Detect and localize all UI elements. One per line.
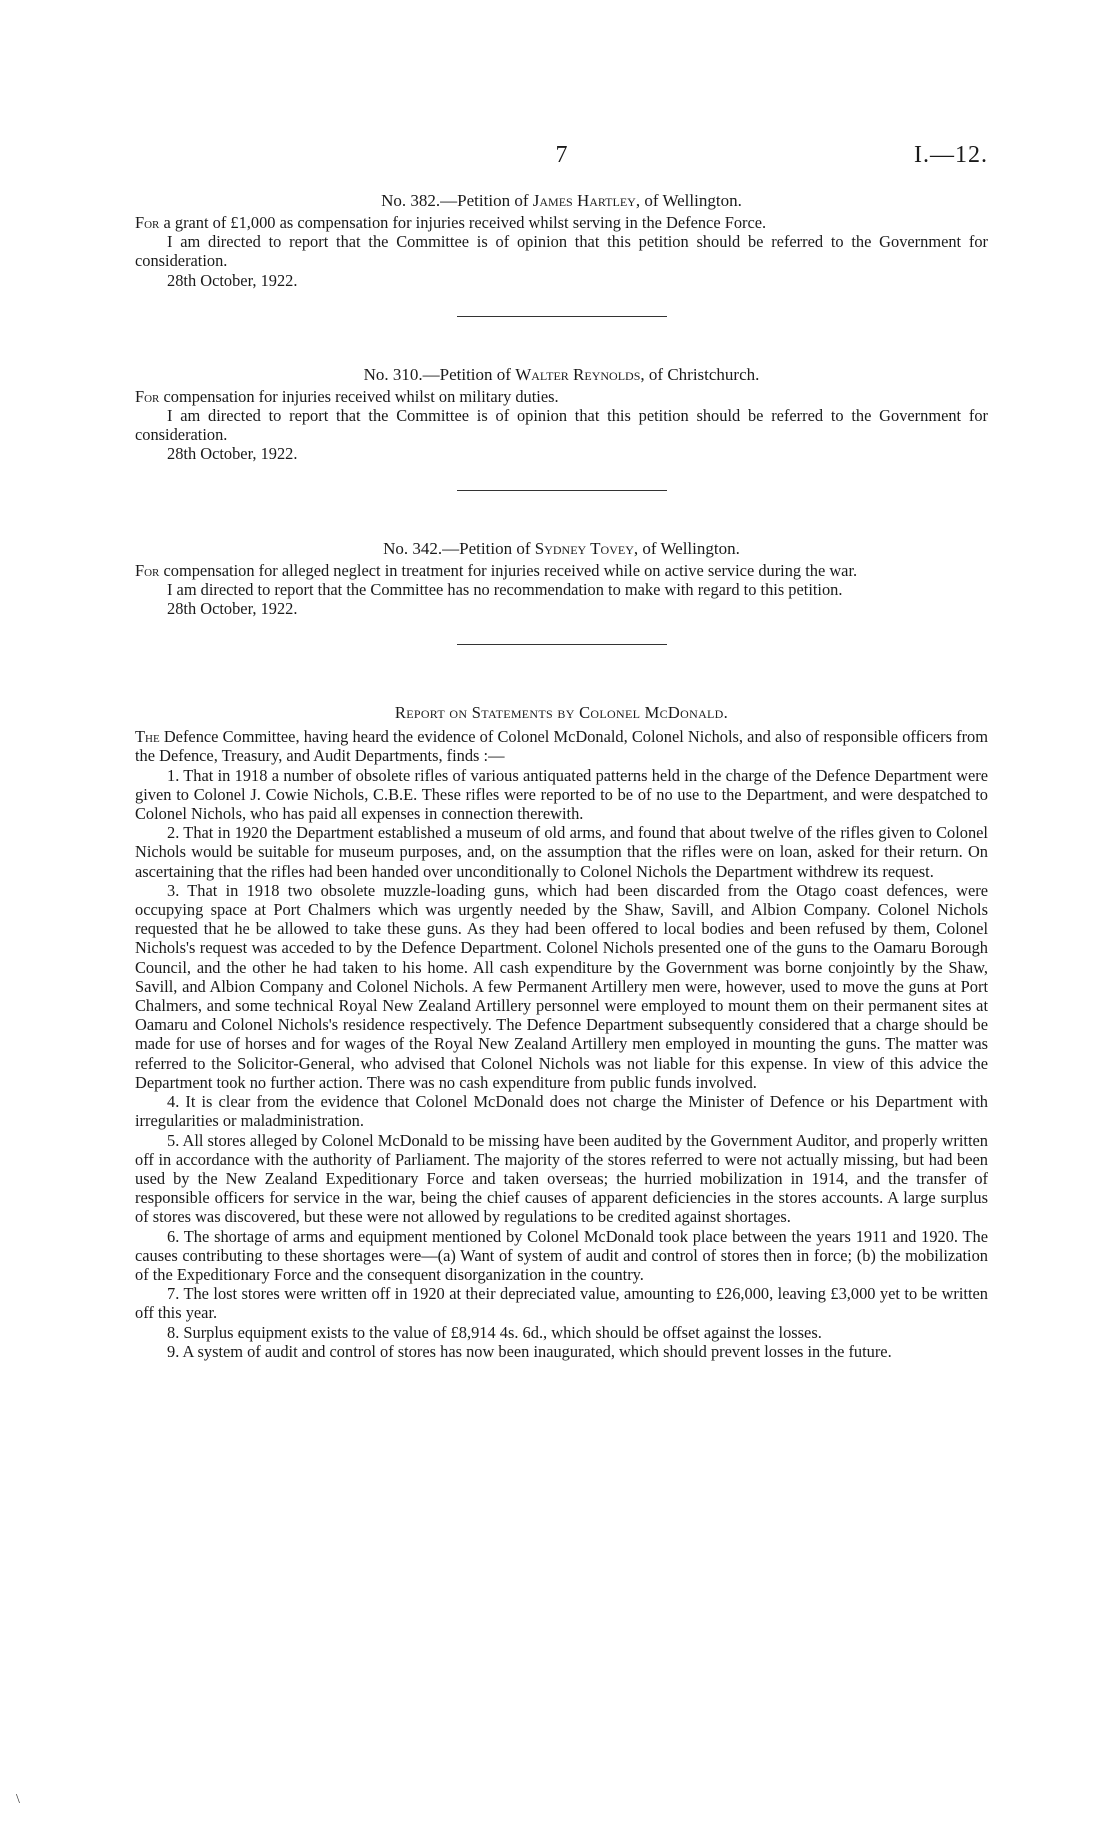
report-title: Report on Statements by Colonel McDonald. — [394, 703, 729, 723]
petition-title: No. 342.—Petition of Sydney Tovey, of Wellington. — [383, 538, 740, 558]
petition-title: No. 310.—Petition of Walter Reynolds, of Christchurch. — [363, 364, 760, 384]
petition-date: 28th October, 1922. — [167, 270, 298, 290]
petition-request: For compensation for alleged neglect in treatment for injuries received while on active service during the war. — [135, 560, 858, 580]
finding-1: 1. That in 1918 a number of obsolete rifles of various antiquated patterns held in the charge of the Defence Department were given to Colonel J. Cowie Nichols, C.B.E. These rifles were reported to be of no use to the Department, and were despatched to Colonel Nichols, who has paid all expenses in connection therewith. — [135, 765, 988, 824]
petition-request: For compensation for injuries received whilst on military duties. — [135, 386, 559, 406]
section-divider — [457, 644, 667, 645]
report-intro: The Defence Committee, having heard the evidence of Colonel McDonald, Colonel Nichols, and also of responsible officers from the Defence, Treasury, and Audit Departments, finds :— — [135, 727, 988, 766]
report-section — [135, 703, 988, 1361]
petition-date: 28th October, 1922. — [167, 599, 298, 619]
petitioner-name: Walter Reynolds — [515, 364, 641, 384]
scan-mark: \ — [16, 1792, 20, 1807]
petition-report: I am directed to report that the Committee has no recommendation to make with regard to this petition. — [167, 579, 843, 599]
petition-report: I am directed to report that the Committee is of opinion that this petition should be referred to the Government for consideration. — [135, 406, 988, 445]
petition-382 — [135, 191, 988, 317]
petition-title: No. 382.—Petition of James Hartley, of Wellington. — [381, 191, 742, 210]
finding-6: 6. The shortage of arms and equipment mentioned by Colonel McDonald took place between the years 1911 and 1920. The causes contributing to these shortages were—(a) Want of system of audit and control of stores then in force; (b) the mobilization of the Expeditionary Force and the consequent disorganization in the country. — [135, 1226, 988, 1284]
finding-5: 5. All stores alleged by Colonel McDonald to be missing have been audited by the Government Auditor, and properly written off in accordance with the authority of Parliament. The majority of the stores referred to were not actually missing, but had been used by the New Zealand Expeditionary Force and taken overseas; the hurried mobilization in 1914, and the transfer of responsible officers for service in the war, being the chief causes of apparent deficiencies in the stores accounts. A large surplus of stores was discovered, but these were not allowed by regulations to be credited against shortages. — [135, 1130, 988, 1227]
petitioner-name: James Hartley — [532, 191, 636, 210]
page-number: 7 — [555, 142, 568, 168]
petition-request: For a grant of £1,000 as compensation for injuries received whilst serving in the Defence Force. — [135, 213, 767, 232]
finding-4: 4. It is clear from the evidence that Colonel McDonald does not charge the Minister of Defence or his Department with irregularities or maladministration. — [135, 1092, 988, 1131]
petitioner-name: Sydney Tovey — [534, 538, 634, 558]
finding-8: 8. Surplus equipment exists to the value of £8,914 4s. 6d., which should be offset against the losses. — [167, 1322, 822, 1342]
finding-9: 9. A system of audit and control of stores has now been inaugurated, which should prevent losses in the future. — [167, 1341, 892, 1361]
document-reference: I.—12. — [914, 142, 988, 168]
finding-3: 3. That in 1918 two obsolete muzzle-loading guns, which had been discarded from the Otago coast defences, were occupying space at Port Chalmers which was urgently needed by the Shaw, Savill, and Albion Company. Colonel Nichols requested that he be allowed to take these guns. As they had been offered to local bodies and been refused by them, Colonel Nichols's request was acceded to by the Defence Department. Colonel Nichols presented one of the guns to the Oamaru Borough Council, and the other he had taken to his home. All cash expenditure by the Government was borne conjointly by the Shaw, Savill, and Albion Company and Colonel Nichols. A few Permanent Artillery men were, however, used to move the guns at Port Chalmers, and some technical Royal New Zealand Artillery personnel were employed to mount them on their permanent sites at Oamaru and Colonel Nichols's residence respectively. The Defence Department subsequently considered that a charge should be made for use of horses and for wages of the Royal New Zealand Artillery men employed in mounting the guns. The matter was referred to the Solicitor-General, who advised that Colonel Nichols was not liable for this expense. In view of this advice the Department took no further action. There was no cash expenditure from public funds involved. — [135, 880, 988, 1092]
petition-date: 28th October, 1922. — [167, 444, 298, 464]
finding-2: 2. That in 1920 the Department established a museum of old arms, and found that about twelve of the rifles given to Colonel Nichols would be suitable for museum purposes, and, on the assumption that the rifles were on loan, asked for their return. On ascertaining that the rifles had been handed over unconditionally to Colonel Nichols the Department withdrew its request. — [135, 823, 988, 881]
page-content — [135, 145, 988, 1361]
petition-310 — [135, 365, 988, 491]
petition-342 — [135, 539, 988, 646]
section-divider — [457, 316, 667, 317]
petition-report: I am directed to report that the Committee is of opinion that this petition should be referred to the Government for consideration. — [135, 232, 988, 271]
section-divider — [457, 490, 667, 491]
finding-7: 7. The lost stores were written off in 1920 at their depreciated value, amounting to £26,000, leaving £3,000 yet to be written off this year. — [135, 1284, 988, 1323]
